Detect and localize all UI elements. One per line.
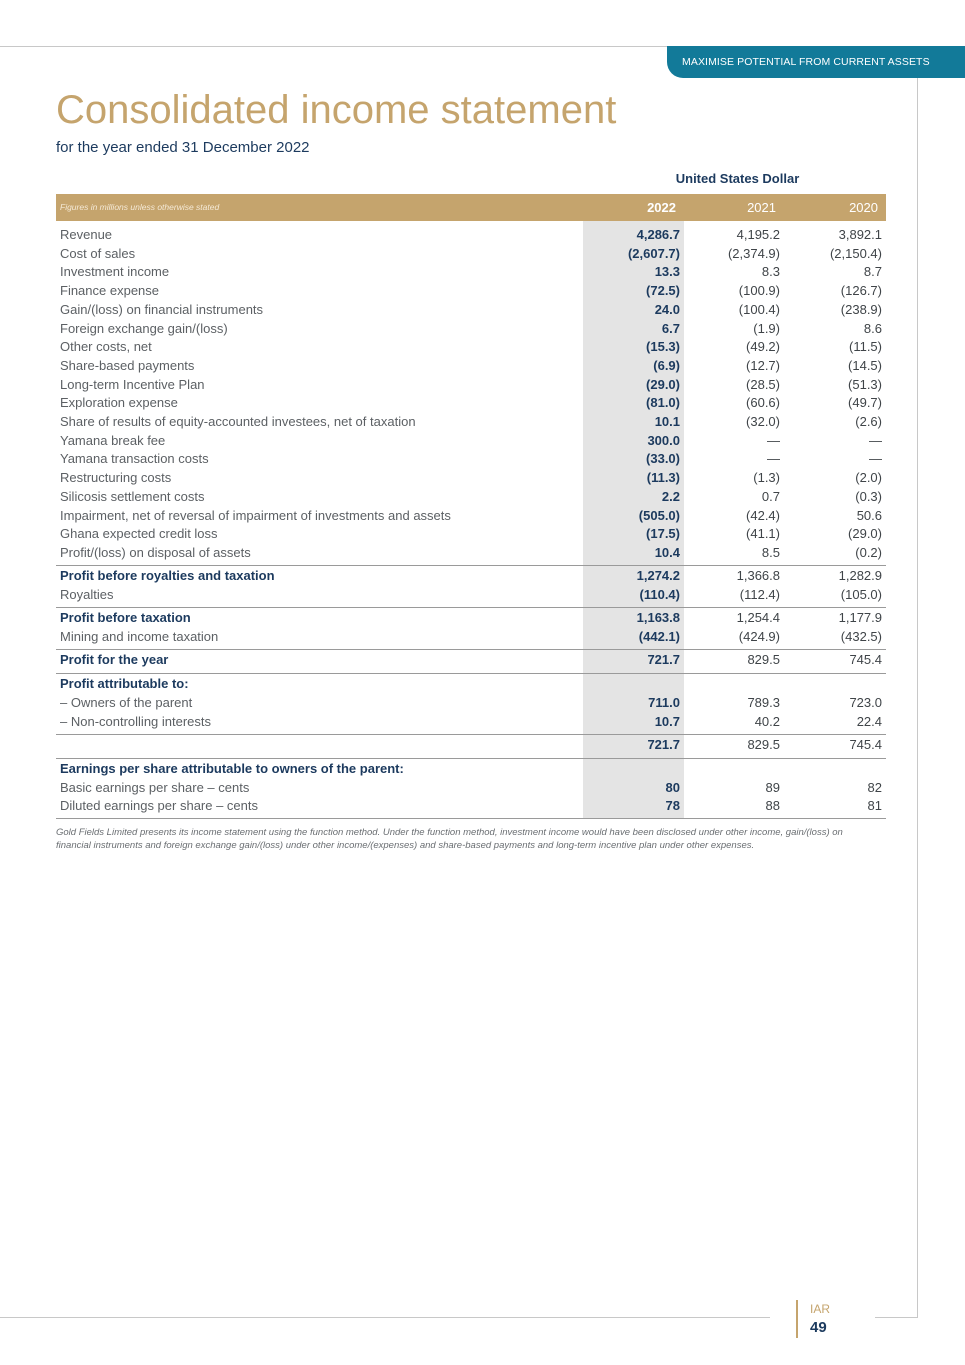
table-row — [56, 507, 886, 526]
value-2022: 2.2 — [661, 488, 680, 504]
table-row — [56, 301, 886, 320]
value-2022: (29.0) — [646, 376, 680, 392]
value-2022: (6.9) — [653, 357, 680, 373]
table-row — [56, 609, 886, 628]
value-2022: 80 — [665, 780, 680, 795]
value-2021: 829.5 — [747, 737, 780, 752]
value-2021: (60.6) — [746, 395, 780, 411]
table-row — [56, 488, 886, 507]
row-label: Cost of sales — [60, 245, 136, 261]
value-2020: 1,177.9 — [838, 610, 882, 625]
row-label: Royalties — [60, 587, 114, 602]
value-2022: 4,286.7 — [636, 227, 680, 242]
row-label: Silicosis settlement costs — [60, 488, 205, 504]
value-2021: (42.4) — [746, 507, 780, 523]
table-row — [56, 628, 886, 647]
row-label: Impairment, net of reversal of impairment of investments and assets — [60, 507, 451, 523]
year-2022-header: 2022 — [647, 200, 676, 215]
value-2020: 81 — [867, 798, 882, 813]
row-label: Share-based payments — [60, 357, 195, 373]
value-2020: (51.3) — [848, 376, 882, 392]
value-2020: 745.4 — [849, 652, 882, 667]
row-label: Yamana break fee — [60, 432, 166, 448]
value-2020: (2.0) — [855, 470, 882, 486]
value-2022: (17.5) — [646, 526, 680, 542]
value-2020: (0.3) — [855, 488, 882, 504]
section-tab: MAXIMISE POTENTIAL FROM CURRENT ASSETS — [667, 46, 965, 78]
value-2022: 711.0 — [648, 695, 680, 710]
table-row — [56, 413, 886, 432]
table-row — [56, 713, 886, 732]
value-2020: 3,892.1 — [838, 227, 882, 242]
figures-note: Figures in millions unless otherwise stated — [60, 202, 220, 212]
bottom-rule — [0, 1317, 770, 1318]
table-row — [56, 525, 886, 544]
page-marker-bar — [796, 1300, 798, 1338]
report-label: IAR — [810, 1302, 831, 1316]
value-2022: 1,274.2 — [636, 568, 680, 583]
value-2021: 829.5 — [747, 652, 780, 667]
row-label: Profit attributable to: — [60, 676, 189, 691]
value-2021: (1.9) — [753, 320, 780, 336]
value-2021: (12.7) — [746, 357, 780, 373]
value-2020: 8.6 — [863, 320, 882, 336]
value-2021: 8.5 — [761, 544, 780, 560]
row-label: Long-term Incentive Plan — [60, 376, 205, 392]
table-row — [56, 338, 886, 357]
value-2020: 723.0 — [849, 695, 882, 710]
value-2022: 721.7 — [647, 737, 680, 752]
value-2021: (1.3) — [753, 470, 780, 486]
value-2022: (81.0) — [646, 395, 680, 411]
value-2020: 22.4 — [856, 714, 882, 729]
value-2022: (72.5) — [646, 283, 680, 299]
row-label: Ghana expected credit loss — [60, 526, 218, 542]
table-row — [56, 450, 886, 469]
value-2021: (32.0) — [746, 414, 780, 429]
row-label: Exploration expense — [60, 395, 178, 411]
value-2022: (2,607.7) — [627, 245, 680, 261]
table-divider — [56, 565, 886, 566]
value-2020: 745.4 — [849, 737, 882, 752]
row-label: Earnings per share attributable to owners of the parent: — [60, 761, 404, 776]
value-2021: — — [767, 432, 780, 448]
table-row — [56, 797, 886, 816]
footnote: Gold Fields Limited presents its income statement using the function method. Under the function method, investment income would have been disclosed under other income, gain/(loss) on financial instruments and foreign exchange gain/(loss) under other income/(expenses) and share-based payments and long-term incentive plan under other expenses. — [56, 827, 843, 851]
value-2021: 40.2 — [754, 714, 780, 729]
table-row — [56, 736, 886, 755]
value-2022: 721.7 — [647, 652, 680, 667]
value-2022: 10.4 — [654, 544, 680, 560]
table-header — [56, 194, 886, 221]
value-2021: 4,195.2 — [736, 227, 780, 242]
table-row — [56, 226, 886, 245]
value-2022: 13.3 — [654, 264, 680, 280]
page-subtitle: for the year ended 31 December 2022 — [56, 139, 310, 156]
table-row — [56, 432, 886, 451]
value-2022: (442.1) — [638, 629, 680, 644]
value-2020: (49.7) — [848, 395, 882, 411]
value-2020: — — [869, 432, 882, 448]
value-2022: (505.0) — [638, 507, 680, 523]
value-2020: — — [869, 451, 882, 467]
value-2022: 24.0 — [654, 301, 680, 317]
row-label: Investment income — [60, 264, 170, 280]
currency-label: United States Dollar — [675, 171, 800, 186]
row-label: Profit/(loss) on disposal of assets — [60, 544, 251, 560]
value-2021: — — [767, 451, 780, 467]
row-label: Restructuring costs — [60, 470, 172, 486]
table-divider — [56, 673, 886, 674]
row-label: – Owners of the parent — [60, 695, 193, 710]
row-label: Profit before royalties and taxation — [60, 568, 275, 583]
year-2020-header: 2020 — [849, 200, 878, 215]
value-2021: (424.9) — [738, 629, 780, 644]
row-label: Diluted earnings per share – cents — [60, 798, 259, 813]
table-divider — [56, 758, 886, 759]
value-2022: 1,163.8 — [636, 610, 680, 625]
bottom-rule — [875, 1317, 918, 1318]
table-row — [56, 779, 886, 798]
table-row — [56, 394, 886, 413]
value-2022: (11.3) — [646, 470, 680, 486]
table-row — [56, 567, 886, 586]
value-2020: (126.7) — [840, 283, 882, 299]
value-2021: 789.3 — [747, 695, 780, 710]
value-2021: 1,254.4 — [736, 610, 780, 625]
row-label: Profit for the year — [60, 652, 169, 667]
table-divider — [56, 734, 886, 735]
value-2022: (15.3) — [646, 339, 680, 355]
table-row — [56, 376, 886, 395]
row-label: – Non-controlling interests — [60, 714, 212, 729]
table-row — [56, 469, 886, 488]
value-2021: (49.2) — [746, 339, 780, 355]
value-2021: (28.5) — [746, 376, 780, 392]
value-2020: (29.0) — [848, 526, 882, 542]
right-rule — [917, 46, 918, 1318]
table-row — [56, 245, 886, 264]
value-2020: (11.5) — [849, 339, 882, 355]
table-row — [56, 586, 886, 605]
value-2020: (2,150.4) — [829, 245, 882, 261]
row-label: Gain/(loss) on financial instruments — [60, 301, 264, 317]
value-2022: 6.7 — [661, 320, 680, 336]
table-divider — [56, 649, 886, 650]
row-label: Basic earnings per share – cents — [60, 780, 250, 795]
year-2021-header: 2021 — [747, 200, 776, 215]
value-2021: (100.9) — [738, 283, 780, 299]
value-2020: (0.2) — [855, 544, 882, 560]
table-row — [56, 282, 886, 301]
table-divider — [56, 607, 886, 608]
value-2022: 10.1 — [654, 414, 680, 429]
page-title: Consolidated income statement — [56, 88, 617, 132]
value-2020: 1,282.9 — [838, 568, 882, 583]
row-label: Foreign exchange gain/(loss) — [60, 320, 228, 336]
table-row — [56, 675, 886, 694]
table-row — [56, 320, 886, 339]
row-label: Revenue — [60, 227, 113, 242]
row-label: Other costs, net — [60, 339, 152, 355]
value-2020: (105.0) — [840, 587, 882, 602]
value-2020: (14.5) — [848, 357, 882, 373]
value-2021: (112.4) — [739, 587, 780, 602]
value-2020: 50.6 — [856, 507, 882, 523]
value-2021: 8.3 — [761, 264, 780, 280]
table-row — [56, 694, 886, 713]
value-2020: (432.5) — [840, 629, 882, 644]
table-row — [56, 263, 886, 282]
table-row — [56, 651, 886, 670]
value-2022: 300.0 — [647, 432, 680, 448]
value-2021: 0.7 — [761, 488, 780, 504]
value-2021: 88 — [765, 798, 780, 813]
table-divider — [56, 818, 886, 819]
value-2021: 1,366.8 — [736, 568, 780, 583]
table-row — [56, 544, 886, 563]
row-label: Share of results of equity-accounted investees, net of taxation — [60, 414, 416, 429]
row-label: Profit before taxation — [60, 610, 191, 625]
value-2022: (33.0) — [646, 451, 680, 467]
value-2021: (2,374.9) — [727, 245, 780, 261]
value-2020: (238.9) — [840, 301, 882, 317]
value-2022: 10.7 — [654, 714, 680, 729]
value-2021: 89 — [765, 780, 780, 795]
row-label: Mining and income taxation — [60, 629, 219, 644]
value-2020: (2.6) — [855, 414, 882, 429]
value-2021: (41.1) — [746, 526, 780, 542]
page-number: 49 — [810, 1319, 827, 1336]
value-2020: 82 — [867, 780, 882, 795]
table-row — [56, 760, 886, 779]
value-2022: 78 — [665, 798, 680, 813]
value-2021: (100.4) — [738, 301, 780, 317]
table-row — [56, 357, 886, 376]
row-label: Yamana transaction costs — [60, 451, 209, 467]
row-label: Finance expense — [60, 283, 160, 299]
value-2022: (110.4) — [639, 587, 680, 602]
value-2020: 8.7 — [863, 264, 882, 280]
